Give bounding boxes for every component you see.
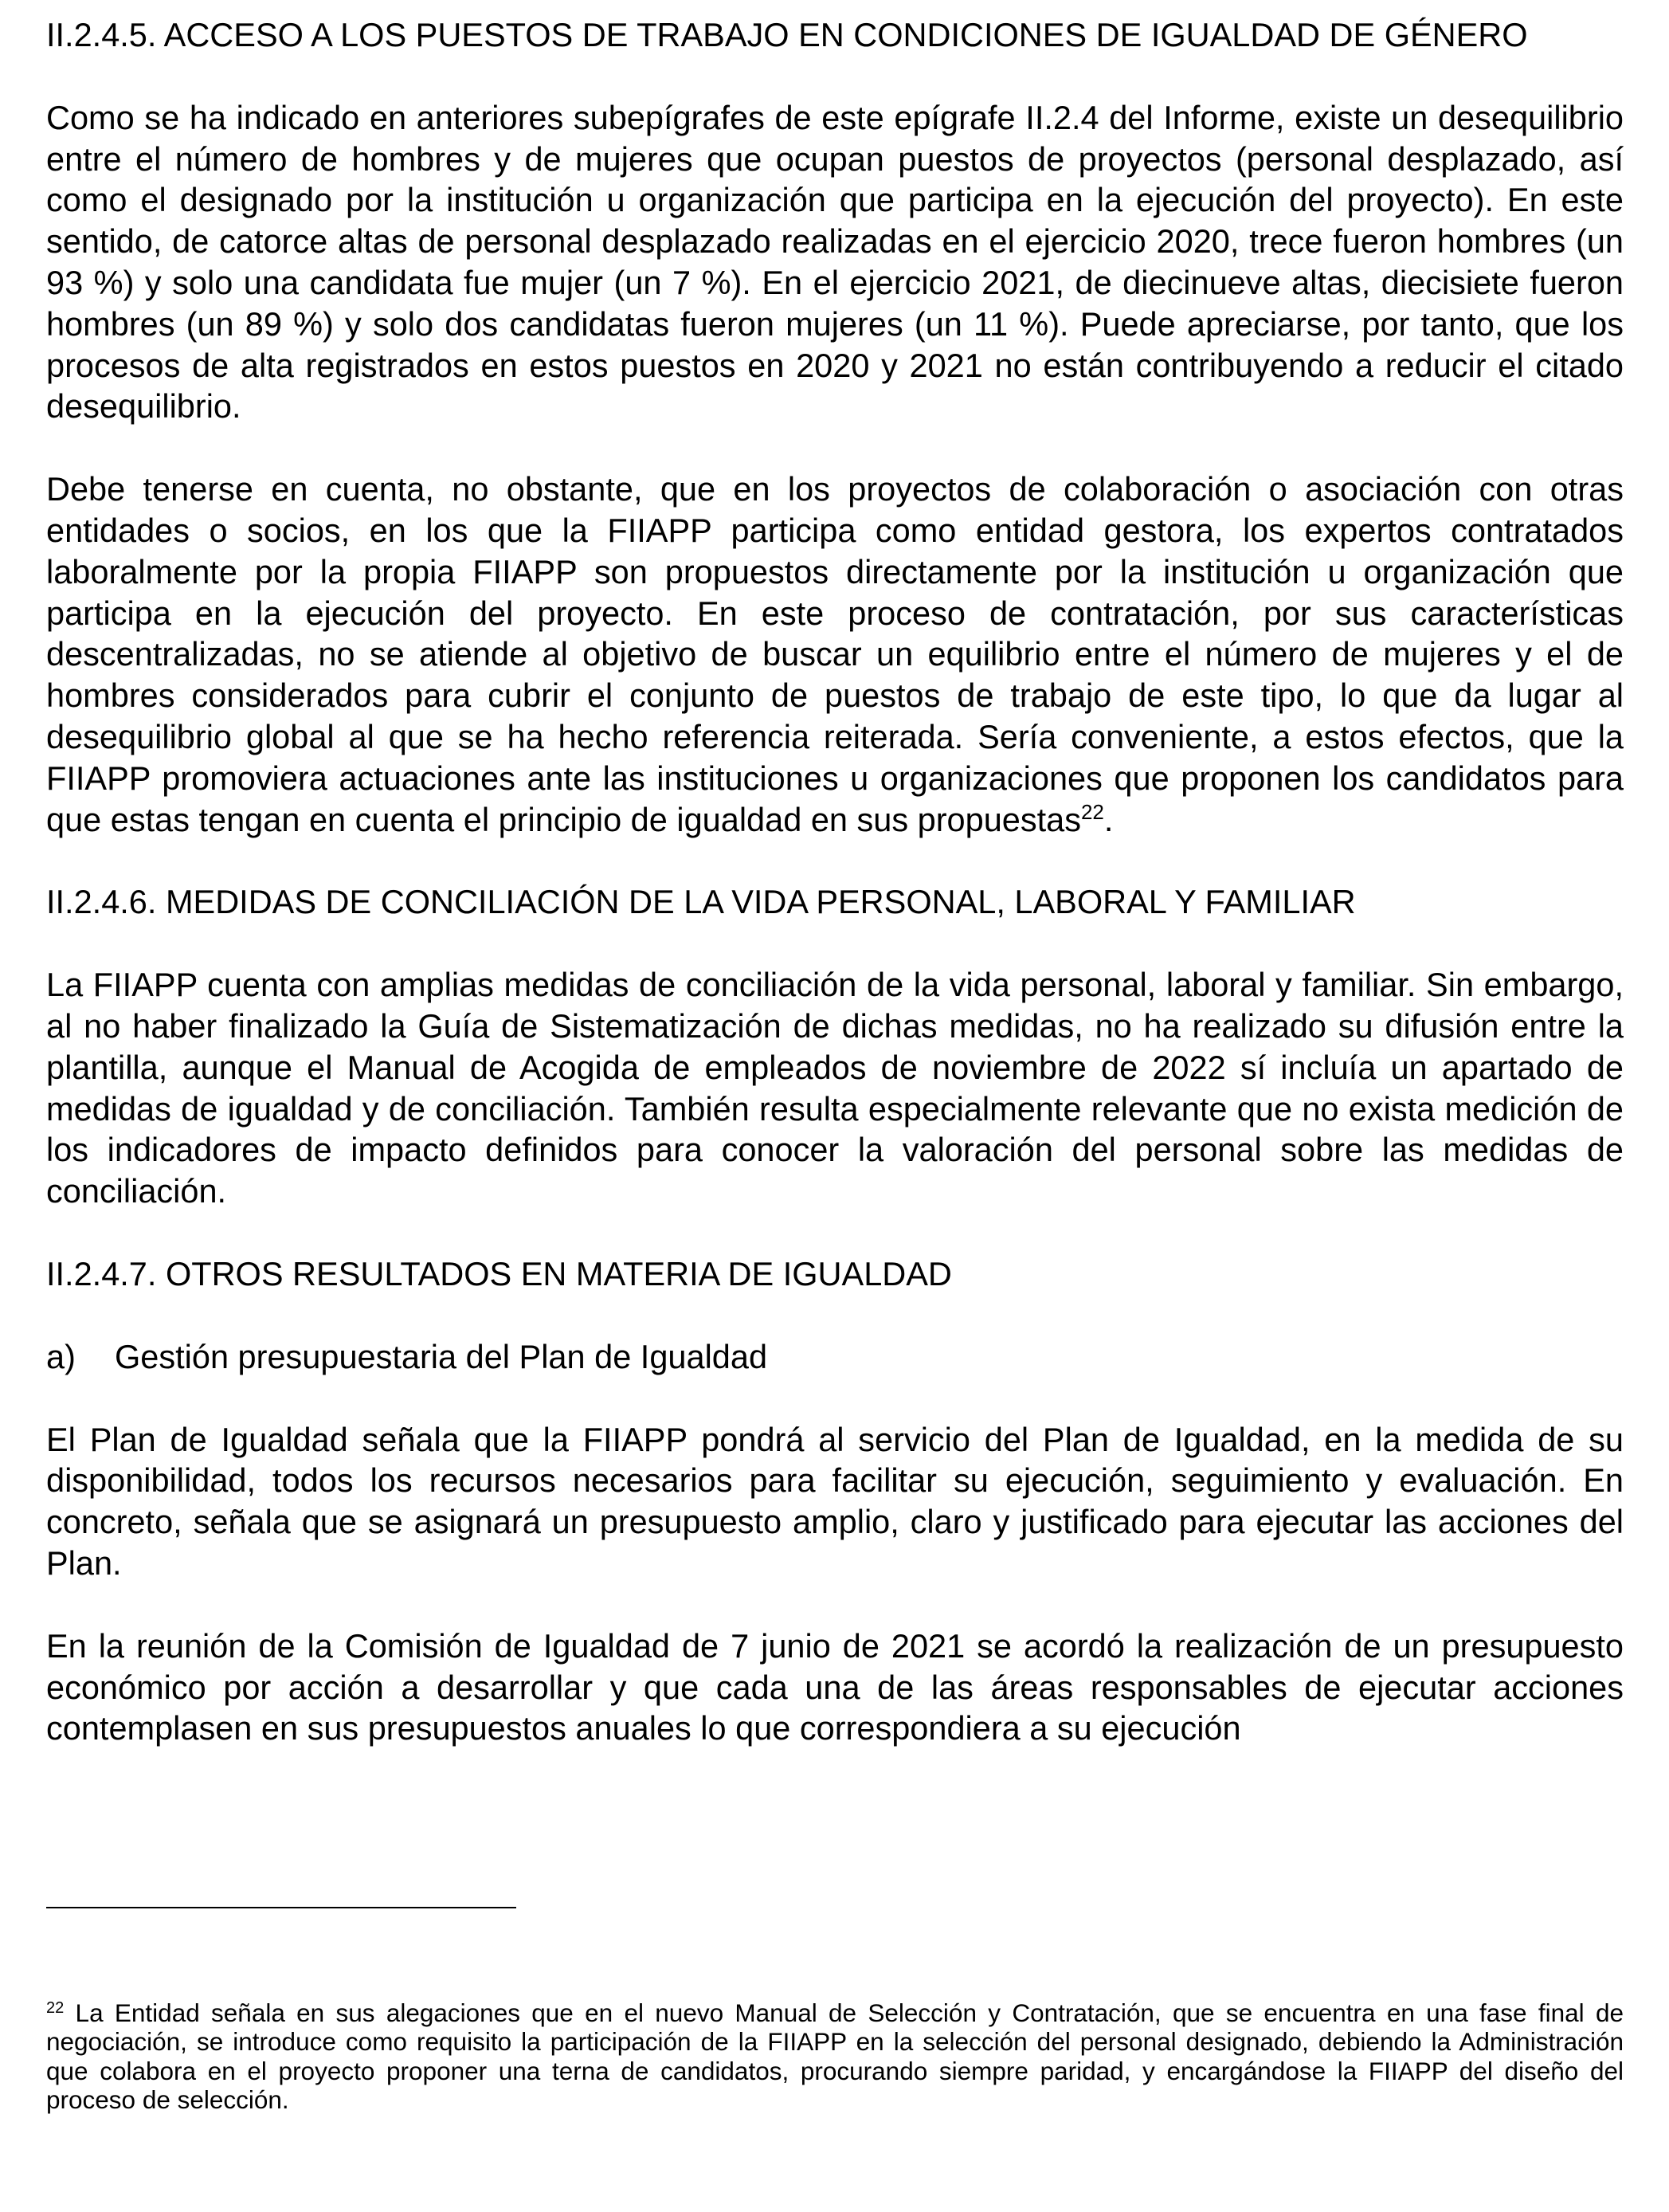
paragraph-hiring-process-text: Debe tenerse en cuenta, no obstante, que en los proyectos de colaboración o asociación con otras entidades o socios, en los que la FIIAPP participa como entidad gestora, los expertos contratados laboralmente por la propia FIIAPP son propuestos directamente por la institución u organización que participa en la ejecución del proyecto. En este proceso de contratación, por sus características descentralizadas, no se atiende al objetivo de buscar un equilibrio entre el número de mujeres y el de hombres considerados para cubrir el conjunto de puestos de trabajo de este tipo, lo que da lugar al desequilibrio global al que se ha hecho referencia reiterada. Sería conveniente, a estos efectos, que la FIIAPP promoviera actuaciones ante las instituciones u organizaciones que proponen los candidatos para que estas tengan en cuenta el principio de igualdad en sus propuestas	[46, 470, 1624, 838]
footnote-reference[interactable]: 22	[1080, 799, 1104, 824]
section-heading-2-4-6: II.2.4.6. MEDIDAS DE CONCILIACIÓN DE LA VIDA PERSONAL, LABORAL Y FAMILIAR	[46, 883, 1356, 921]
list-item-label: Gestión presupuestaria del Plan de Igualdad	[115, 1337, 768, 1375]
footnote-number: 22	[46, 1999, 65, 2017]
footnote-text: La Entidad señala en sus alegaciones que en el nuevo Manual de Selección y Contratación, que se encuentra en una fase final de negociación, se introduce como requisito la participación de la FIIAPP en la selección del personal designado, debiendo la Administración que colabora en el proyecto proponer una terna de candidatos, procurando siempre paridad, y encargándose la FIIAPP del diseño del proceso de selección.	[46, 1998, 1624, 2114]
list-item-budget-management	[46, 1336, 1624, 1378]
footnote-separator	[46, 1907, 516, 1908]
paragraph-equality-plan-resources: El Plan de Igualdad señala que la FIIAPP pondrá al servicio del Plan de Igualdad, en la medida de su disponibilidad, todos los recursos necesarios para facilitar su ejecución, seguimiento y evaluación. En concreto, señala que se asignará un presupuesto amplio, claro y justificado para ejecutar las acciones del Plan.	[46, 1420, 1624, 1582]
footnote-22	[46, 1998, 1624, 2114]
document-page	[46, 14, 1624, 1749]
section-heading-2-4-5: II.2.4.5. ACCESO A LOS PUESTOS DE TRABAJO EN CONDICIONES DE IGUALDAD DE GÉNERO	[46, 16, 1528, 53]
paragraph-commission-meeting: En la reunión de la Comisión de Igualdad de 7 junio de 2021 se acordó la realización de un presupuesto económico por acción a desarrollar y que cada una de las áreas responsables de ejecutar acciones contemplasen en sus presupuestos anuales lo que correspondiera a su ejecución	[46, 1626, 1624, 1747]
section-heading-2-4-7: II.2.4.7. OTROS RESULTADOS EN MATERIA DE IGUALDAD	[46, 1254, 952, 1292]
paragraph-conciliation: La FIIAPP cuenta con amplias medidas de conciliación de la vida personal, laboral y familiar. Sin embargo, al no haber finalizado la Guía de Sistematización de dichas medidas, no ha realizado su difusión entre la plantilla, aunque el Manual de Acogida de empleados de noviembre de 2022 sí incluía un apartado de medidas de igualdad y de conciliación. También resulta especialmente relevante que no exista medición de los indicadores de impacto definidos para conocer la valoración del personal sobre las medidas de conciliación.	[46, 966, 1624, 1210]
paragraph-gender-imbalance: Como se ha indicado en anteriores subepígrafes de este epígrafe II.2.4 del Informe, existe un desequilibrio entre el número de hombres y de mujeres que ocupan puestos de proyectos (personal desplazado, así como el designado por la institución u organización que participa en la ejecución del proyecto). En este sentido, de catorce altas de personal desplazado realizadas en el ejercicio 2020, trece fueron hombres (un 93 %) y solo una candidata fue mujer (un 7 %). En el ejercicio 2021, de diecinueve altas, diecisiete fueron hombres (un 89 %) y solo dos candidatas fueron mujeres (un 11 %). Puede apreciarse, por tanto, que los procesos de alta registrados en estos puestos en 2020 y 2021 no están contribuyendo a reducir el citado desequilibrio.	[46, 98, 1624, 426]
paragraph-end-period: .	[1103, 800, 1114, 838]
list-marker: a)	[46, 1337, 76, 1375]
paragraph-hiring-process	[46, 469, 1624, 840]
